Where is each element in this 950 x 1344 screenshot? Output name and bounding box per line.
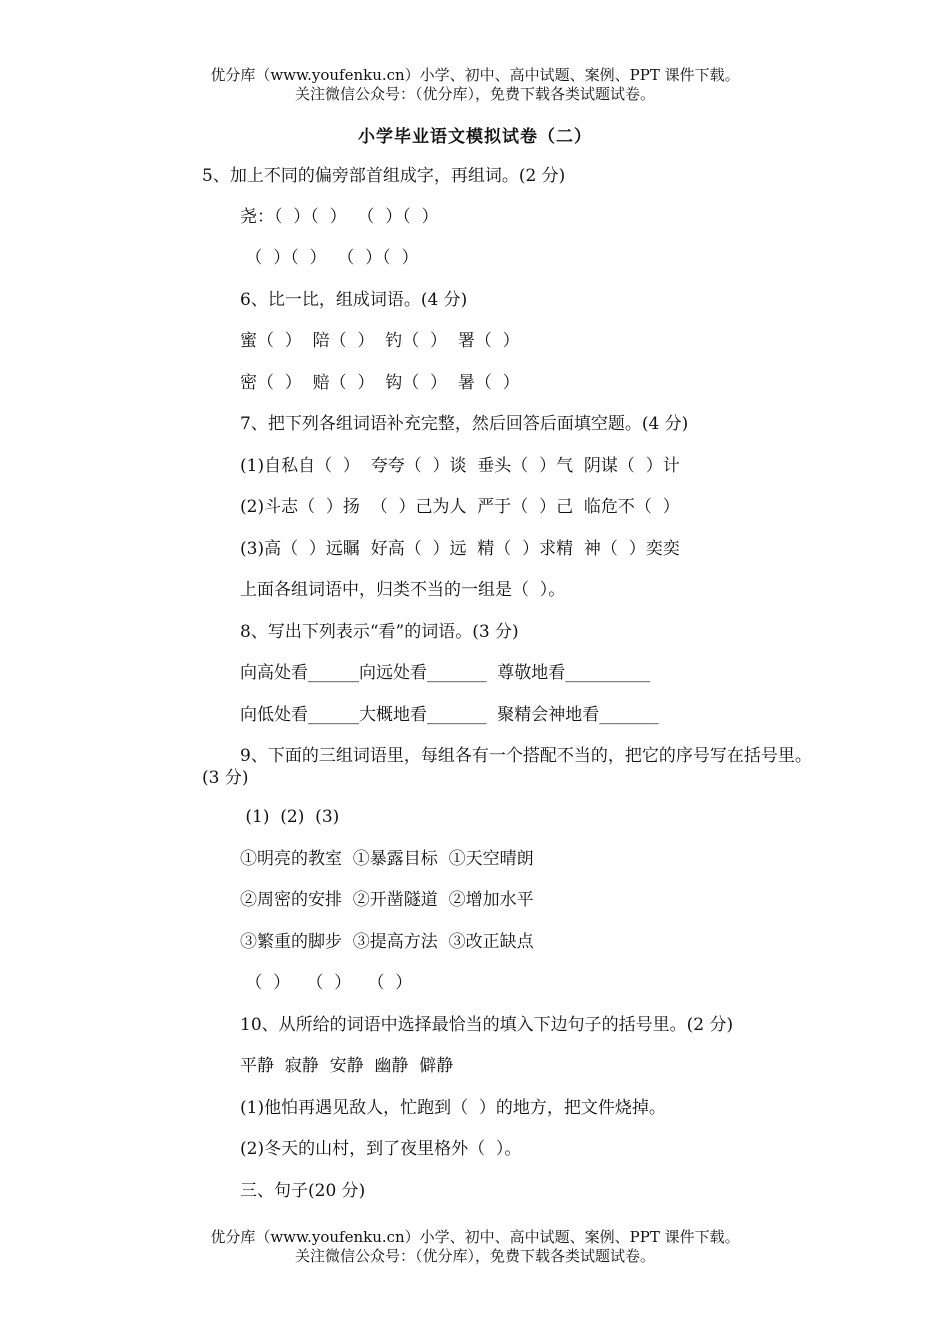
q7-question: 上面各组词语中，归类不当的一组是（ ）。 — [240, 580, 566, 600]
q7-stem: 7、把下列各组词语补充完整，然后回答后面填空题。(4 分) — [240, 414, 689, 434]
q7-group-3: (3)高（ ）远瞩 好高（ ）远 精（ ）求精 神（ ）奕奕 — [240, 539, 680, 559]
q5-row-2: （ ）（ ） （ ）（ ） — [240, 248, 419, 268]
footer-line-2: 关注微信公众号：（优分库），免费下载各类试题试卷。 — [294, 1247, 655, 1265]
q9-labels: (1) (2) (3) — [240, 807, 340, 827]
page-footer — [0, 1228, 950, 1266]
q10-stem: 10、从所给的词语中选择最恰当的填入下边句子的括号里。(2 分) — [240, 1015, 734, 1035]
q10-sentence-2: (2)冬天的山村，到了夜里格外（ ）。 — [240, 1139, 522, 1159]
page-title: 小学毕业语文模拟试卷（二） — [358, 127, 592, 147]
q7-group-1: (1)自私自（ ） 夸夸（ ）谈 垂头（ ）气 阴谋（ ）计 — [240, 456, 680, 476]
q9-answer-brackets: （ ） （ ） （ ） — [240, 973, 413, 993]
q8-row-2: 向低处看______大概地看_______ 聚精会神地看_______ — [240, 705, 659, 725]
q6-stem: 6、比一比，组成词语。(4 分) — [240, 290, 468, 310]
q9-row-1: ①明亮的教室 ①暴露目标 ①天空晴朗 — [240, 849, 534, 869]
footer-line-1: 优分库（www.youfenku.cn）小学、初中、高中试题、案例、PPT 课件下载。 — [210, 1228, 740, 1246]
q8-row-1: 向高处看______向远处看_______ 尊敬地看__________ — [240, 663, 651, 683]
q7-group-2: (2)斗志（ ）扬 （ ）己为人 严于（ ）己 临危不（ ） — [240, 497, 680, 517]
section-3-heading: 三、句子(20 分) — [240, 1181, 366, 1201]
q5-row-1: 尧：（ ）（ ） （ ）（ ） — [240, 207, 439, 227]
header-line-1: 优分库（www.youfenku.cn）小学、初中、高中试题、案例、PPT 课件下载。 — [210, 66, 740, 84]
q5-stem: 5、加上不同的偏旁部首组成字，再组词。(2 分) — [202, 166, 566, 186]
header-line-2: 关注微信公众号：（优分库），免费下载各类试题试卷。 — [294, 85, 655, 103]
page-header — [0, 66, 950, 104]
q10-sentence-1: (1)他怕再遇见敌人，忙跑到（ ）的地方，把文件烧掉。 — [240, 1098, 666, 1118]
q6-row-2: 密（ ） 赔（ ） 钩（ ） 暑（ ） — [240, 373, 520, 393]
q9-stem: 9、下面的三组词语里，每组各有一个搭配不当的，把它的序号写在括号里。(3 分) — [202, 746, 812, 788]
q9-row-3: ③繁重的脚步 ③提高方法 ③改正缺点 — [240, 932, 534, 952]
q8-stem: 8、写出下列表示“看”的词语。(3 分) — [240, 622, 519, 642]
q9-row-2: ②周密的安排 ②开凿隧道 ②增加水平 — [240, 890, 534, 910]
q10-word-choices: 平静 寂静 安静 幽静 僻静 — [240, 1056, 454, 1076]
q6-row-1: 蜜（ ） 陪（ ） 钓（ ） 署（ ） — [240, 331, 520, 351]
